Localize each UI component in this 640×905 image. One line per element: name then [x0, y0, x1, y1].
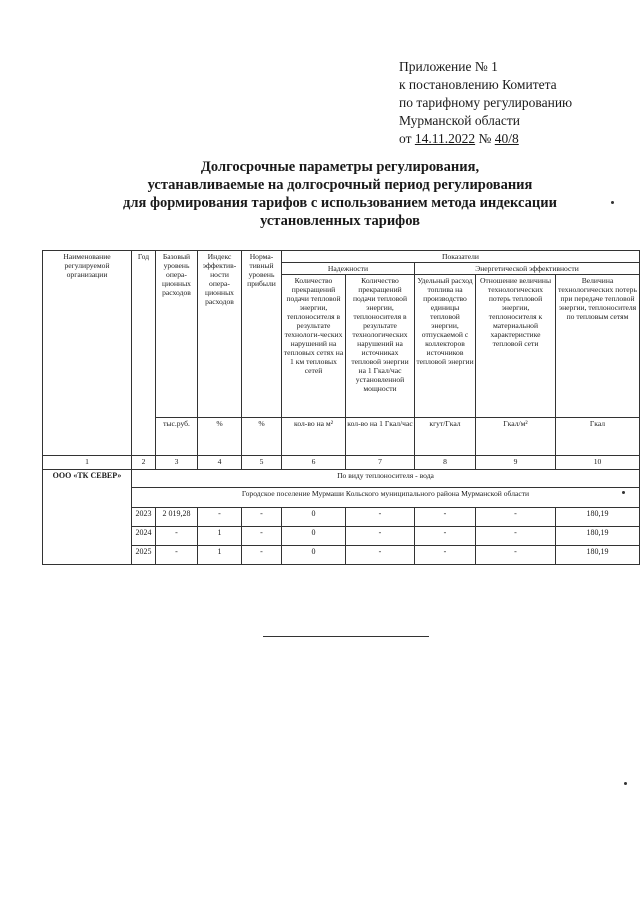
column-number: 1 [43, 456, 132, 470]
header-base-opex: Базовый уровень опера-ционных расходов [156, 251, 198, 418]
scan-speck [624, 782, 627, 785]
header-reliability: Надежности [282, 263, 415, 275]
header-col-7: Количество прекращений подачи тепловой энергии, теплоносителя в результате технологических нарушений на источниках тепловой энергии на 1 Гкал/час установленной мощности [346, 275, 415, 418]
unit-col-10: Гкал [556, 418, 640, 456]
row-efficiency-index: - [198, 508, 242, 527]
unit-col-6: кол-во на м² [282, 418, 346, 456]
appendix-line-2: к постановлению Комитета [399, 77, 557, 92]
appendix-line-4: Мурманской области [399, 113, 520, 128]
header-energy-efficiency: Энергетической эффективности [415, 263, 640, 275]
column-number: 4 [198, 456, 242, 470]
row-col-7: - [346, 527, 415, 546]
header-year: Год [132, 251, 156, 456]
unit-efficiency-index: % [198, 418, 242, 456]
title-line-3: для формирования тарифов с использованием метода индексации [123, 195, 557, 211]
row-profit-level: - [242, 546, 282, 565]
row-year: 2025 [132, 546, 156, 565]
row-col-10: 180,19 [556, 508, 640, 527]
row-col-8: - [415, 508, 476, 527]
document-title [90, 158, 590, 230]
table-row [43, 508, 640, 527]
header-profit-level: Норма-тивный уровень прибыли [242, 251, 282, 418]
parameters-table [42, 250, 640, 565]
row-col-8: - [415, 527, 476, 546]
appendix-number-sign: № [478, 131, 492, 146]
appendix-line-3: по тарифному регулированию [399, 95, 573, 110]
title-line-2: устанавливаемые на долгосрочный период регулирования [147, 177, 533, 193]
column-number: 7 [346, 456, 415, 470]
row-year: 2024 [132, 527, 156, 546]
row-col-9: - [476, 508, 556, 527]
appendix-line-1: Приложение № 1 [399, 59, 498, 74]
appendix-number: 40/8 [494, 131, 519, 146]
column-number: 6 [282, 456, 346, 470]
appendix-date-prefix: от [399, 131, 412, 146]
row-base-opex: - [156, 527, 198, 546]
row-col-7: - [346, 508, 415, 527]
table-row [43, 527, 640, 546]
row-col-9: - [476, 527, 556, 546]
row-base-opex: 2 019,28 [156, 508, 198, 527]
row-col-6: 0 [282, 527, 346, 546]
row-efficiency-index: 1 [198, 527, 242, 546]
column-number: 3 [156, 456, 198, 470]
row-col-6: 0 [282, 546, 346, 565]
appendix-header [399, 58, 572, 148]
unit-col-7: кол-во на 1 Гкал/час [346, 418, 415, 456]
unit-profit-level: % [242, 418, 282, 456]
column-number: 10 [556, 456, 640, 470]
coolant-group-label: По виду теплоносителя - вода [132, 470, 640, 488]
row-year: 2023 [132, 508, 156, 527]
title-line-1: Долгосрочные параметры регулирования, [200, 159, 480, 175]
header-col-8: Удельный расход топлива на производство единицы тепловой энергии, отпускаемой с коллекторов источников тепловой энергии [415, 275, 476, 418]
row-profit-level: - [242, 508, 282, 527]
appendix-line-5 [399, 130, 572, 148]
scan-speck [611, 201, 614, 204]
appendix-date: 14.11.2022 [414, 131, 476, 146]
header-indicators: Показатели [282, 251, 640, 263]
row-efficiency-index: 1 [198, 546, 242, 565]
region-label: Городское поселение Мурмаши Кольского муниципального района Мурманской области [132, 488, 640, 508]
column-number: 5 [242, 456, 282, 470]
row-col-10: 180,19 [556, 546, 640, 565]
table-row [43, 546, 640, 565]
row-col-9: - [476, 546, 556, 565]
column-number: 8 [415, 456, 476, 470]
unit-col-9: Гкал/м² [476, 418, 556, 456]
row-col-7: - [346, 546, 415, 565]
title-line-4: установленных тарифов [260, 213, 420, 229]
column-number: 9 [476, 456, 556, 470]
unit-col-8: кгут/Гкал [415, 418, 476, 456]
row-col-6: 0 [282, 508, 346, 527]
row-profit-level: - [242, 527, 282, 546]
header-efficiency-index: Индекс эффектив-ности опера-ционных расходов [198, 251, 242, 418]
header-col-10: Величина технологических потерь при передаче тепловой энергии, теплоносителя по тепловым сетям [556, 275, 640, 418]
organization-name: ООО «ТК СЕВЕР» [43, 470, 132, 565]
header-col-6: Количество прекращений подачи тепловой энергии, теплоносителя в результате технологи-ческих нарушений на тепловых сетях на 1 км тепловых сетей [282, 275, 346, 418]
header-col-9: Отношение величины технологических потерь тепловой энергии, теплоносителя к материальной характеристике тепловой сети [476, 275, 556, 418]
row-col-8: - [415, 546, 476, 565]
row-col-10: 180,19 [556, 527, 640, 546]
row-base-opex: - [156, 546, 198, 565]
closing-line [263, 636, 429, 637]
column-number: 2 [132, 456, 156, 470]
header-organization: Наименование регулируемой организации [43, 251, 132, 456]
unit-base-opex: тыс.руб. [156, 418, 198, 456]
